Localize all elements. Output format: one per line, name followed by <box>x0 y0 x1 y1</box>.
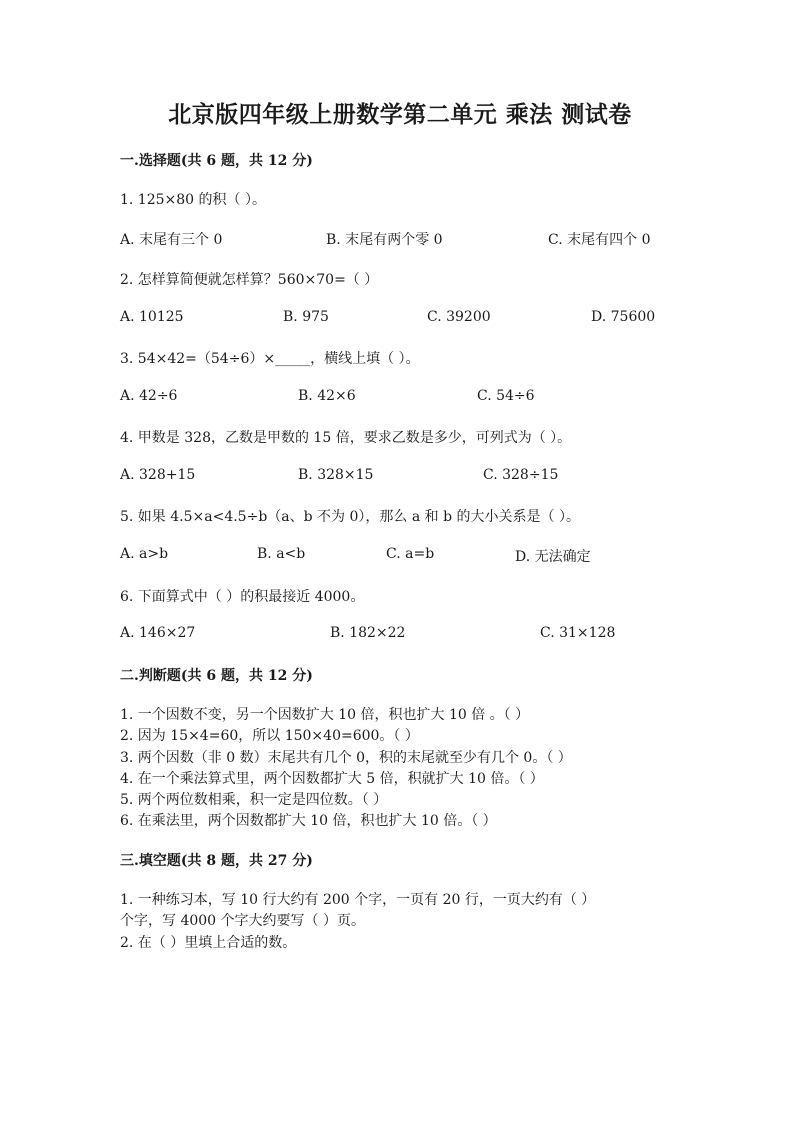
question-3-option-c: C. 54÷6 <box>477 388 535 404</box>
question-5-option-d: D. 无法确定 <box>515 549 591 565</box>
judgement-item-1: 1. 一个因数不变，另一个因数扩大 10 倍，积也扩大 10 倍 。（ ） <box>120 707 530 723</box>
question-4-stem: 4. 甲数是 328，乙数是甲数的 15 倍，要求乙数是多少，可列式为（ ）。 <box>120 430 572 446</box>
section-heading-fill-in: 三.填空题(共 8 题，共 27 分) <box>120 853 313 869</box>
question-2-option-b: B. 975 <box>283 309 329 325</box>
question-2-option-a: A. 10125 <box>120 309 184 325</box>
question-1-stem: 1. 125×80 的积（ ）。 <box>120 192 266 208</box>
question-5-option-a: A. a>b <box>120 546 169 562</box>
question-4-option-a: A. 328+15 <box>120 467 196 483</box>
question-2-option-d: D. 75600 <box>591 309 656 325</box>
question-4-option-b: B. 328×15 <box>298 467 374 483</box>
judgement-item-5: 5. 两个两位数相乘，积一定是四位数。（ ） <box>120 792 388 808</box>
question-3-option-b: B. 42×6 <box>298 388 356 404</box>
question-2-option-c: C. 39200 <box>427 309 491 325</box>
question-5-stem: 5. 如果 4.5×a<4.5÷b（a、b 不为 0），那么 a 和 b 的大小关系是（ ）。 <box>120 509 580 525</box>
question-3-stem: 3. 54×42=（54÷6）×_____，横线上填（ ）。 <box>120 351 420 367</box>
question-6-option-c: C. 31×128 <box>540 625 616 641</box>
fill-in-item-1-line-2: 个字，写 4000 个字大约要写（ ）页。 <box>120 913 365 929</box>
question-1-option-a: A. 末尾有三个 0 <box>120 232 223 248</box>
question-5-option-c: C. a=b <box>386 546 435 562</box>
judgement-item-6: 6. 在乘法里，两个因数都扩大 10 倍，积也扩大 10 倍。（ ） <box>120 813 497 829</box>
judgement-item-3: 3. 两个因数（非 0 数）末尾共有几个 0，积的末尾就至少有几个 0。（ ） <box>120 750 572 766</box>
question-1-option-b: B. 末尾有两个零 0 <box>326 232 443 248</box>
fill-in-item-1-line-1: 1. 一种练习本，写 10 行大约有 200 个字，一页有 20 行，一页大约有（ ） <box>120 892 596 908</box>
question-6-option-b: B. 182×22 <box>330 625 406 641</box>
question-2-stem: 2. 怎样算简便就怎样算？560×70=（ ） <box>120 272 379 288</box>
fill-in-item-2: 2. 在（ ）里填上合适的数。 <box>120 935 297 951</box>
page-title: 北京版四年级上册数学第二单元 乘法 测试卷 <box>168 101 632 128</box>
question-4-option-c: C. 328÷15 <box>483 467 559 483</box>
question-6-option-a: A. 146×27 <box>120 625 196 641</box>
judgement-item-4: 4. 在一个乘法算式里，两个因数都扩大 5 倍，积就扩大 10 倍。（ ） <box>120 771 544 787</box>
question-6-stem: 6. 下面算式中（ ）的积最接近 4000。 <box>120 589 365 605</box>
section-heading-choice: 一.选择题(共 6 题，共 12 分) <box>120 153 313 169</box>
question-5-option-b: B. a<b <box>257 546 306 562</box>
judgement-item-2: 2. 因为 15×4=60，所以 150×40=600。（ ） <box>120 728 419 744</box>
section-heading-judgement: 二.判断题(共 6 题，共 12 分) <box>120 668 313 684</box>
question-1-option-c: C. 末尾有四个 0 <box>548 232 651 248</box>
question-3-option-a: A. 42÷6 <box>120 388 178 404</box>
